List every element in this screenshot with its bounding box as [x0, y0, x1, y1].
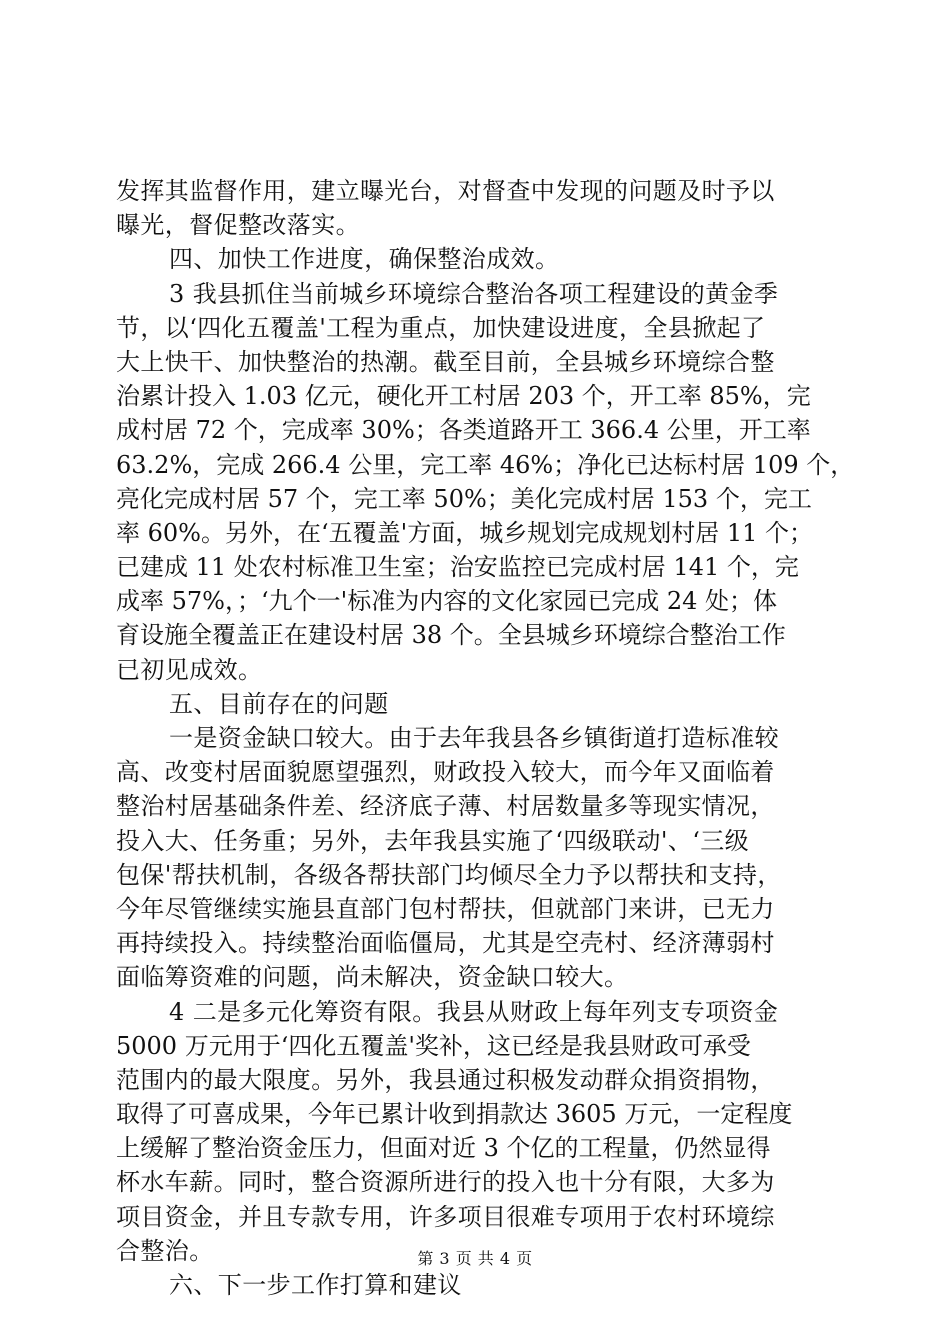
paragraph-line: 已建成 11 处农村标准卫生室；治安监控已完成村居 141 个，完	[116, 553, 799, 582]
paragraph-line: 发挥其监督作用，建立曝光台，对督查中发现的问题及时予以	[116, 177, 775, 205]
paragraph-line: 大上快干、加快整治的热潮。截至目前，全县城乡环境综合整	[116, 347, 775, 376]
paragraph-line: 范围内的最大限度。另外，我县通过积极发动群众捐资捐物，	[116, 1065, 775, 1094]
paragraph-line: 一是资金缺口较大。由于去年我县各乡镇街道打造标准较	[169, 724, 779, 752]
paragraph-line: 上缓解了整治资金压力，但面对近 3 个亿的工程量，仍然显得	[116, 1134, 771, 1163]
paragraph-line: 曝光，督促整改落实。	[116, 211, 360, 240]
paragraph-line: 项目资金，并且专款专用，许多项目很难专项用于农村环境综	[116, 1202, 775, 1231]
section-heading-4: 四、加快工作进度，确保整治成效。	[169, 245, 560, 274]
paragraph-line: 整治村居基础条件差、经济底子薄、村居数量多等现实情况，	[116, 792, 775, 821]
paragraph-line: 治累计投入 1.03 亿元，硬化开工村居 203 个，开工率 85%，完	[116, 382, 811, 411]
paragraph-line: 63.2%，完成 266.4 公里，完工率 46%；净化已达标村居 109 个，	[116, 450, 855, 479]
paragraph-line: 节，以‘四化五覆盖'工程为重点，加快建设进度，全县掀起了	[116, 313, 766, 342]
paragraph-line: 率 60%。另外，在‘五覆盖'方面，城乡规划完成规划村居 11 个；	[116, 518, 813, 547]
paragraph-line: 5000 万元用于‘四化五覆盖'奖补，这已经是我县财政可承受	[116, 1031, 751, 1060]
document-body	[116, 174, 855, 1302]
paragraph-line: 面临筹资难的问题，尚未解决，资金缺口较大。	[116, 963, 629, 992]
paragraph-line: 包保'帮扶机制，各级各帮扶部门均倾尽全力予以帮扶和支持，	[116, 860, 782, 889]
paragraph-line: 亮化完成村居 57 个，完工率 50%；美化完成村居 153 个，完工	[116, 484, 812, 513]
paragraph-line: 投入大、任务重；另外，去年我县实施了‘四级联动'、‘三级	[116, 826, 750, 855]
section-heading-5: 五、目前存在的问题	[169, 689, 389, 718]
paragraph-line: 4 二是多元化筹资有限。我县从财政上每年列支专项资金	[169, 997, 779, 1026]
section-heading-6: 六、下一步工作打算和建议	[169, 1271, 462, 1299]
page-number-footer: 第 3 页 共 4 页	[417, 1249, 533, 1268]
paragraph-line: 取得了可喜成果，今年已累计收到捐款达 3605 万元，一定程度	[116, 1100, 793, 1129]
paragraph-line: 成率 57%，；‘九个一'标准为内容的文化家园已完成 24 处；体	[116, 587, 777, 616]
paragraph-line: 成村居 72 个，完成率 30%；各类道路开工 366.4 公里，开工率	[116, 416, 811, 445]
paragraph-line: 已初见成效。	[116, 655, 263, 684]
paragraph-line: 今年尽管继续实施县直部门包村帮扶，但就部门来讲，已无力	[116, 894, 775, 923]
paragraph-line: 3 我县抓住当前城乡环境综合整治各项工程建设的黄金季	[169, 279, 779, 308]
paragraph-line: 杯水车薪。同时，整合资源所进行的投入也十分有限，大多为	[116, 1168, 775, 1197]
paragraph-line: 高、改变村居面貌愿望强烈，财政投入较大，而今年又面临着	[116, 758, 775, 787]
paragraph-line: 合整治。	[116, 1236, 214, 1265]
paragraph-line: 再持续投入。持续整治面临僵局，尤其是空壳村、经济薄弱村	[116, 929, 775, 958]
paragraph-line: 育设施全覆盖正在建设村居 38 个。全县城乡环境综合整治工作	[116, 621, 786, 650]
